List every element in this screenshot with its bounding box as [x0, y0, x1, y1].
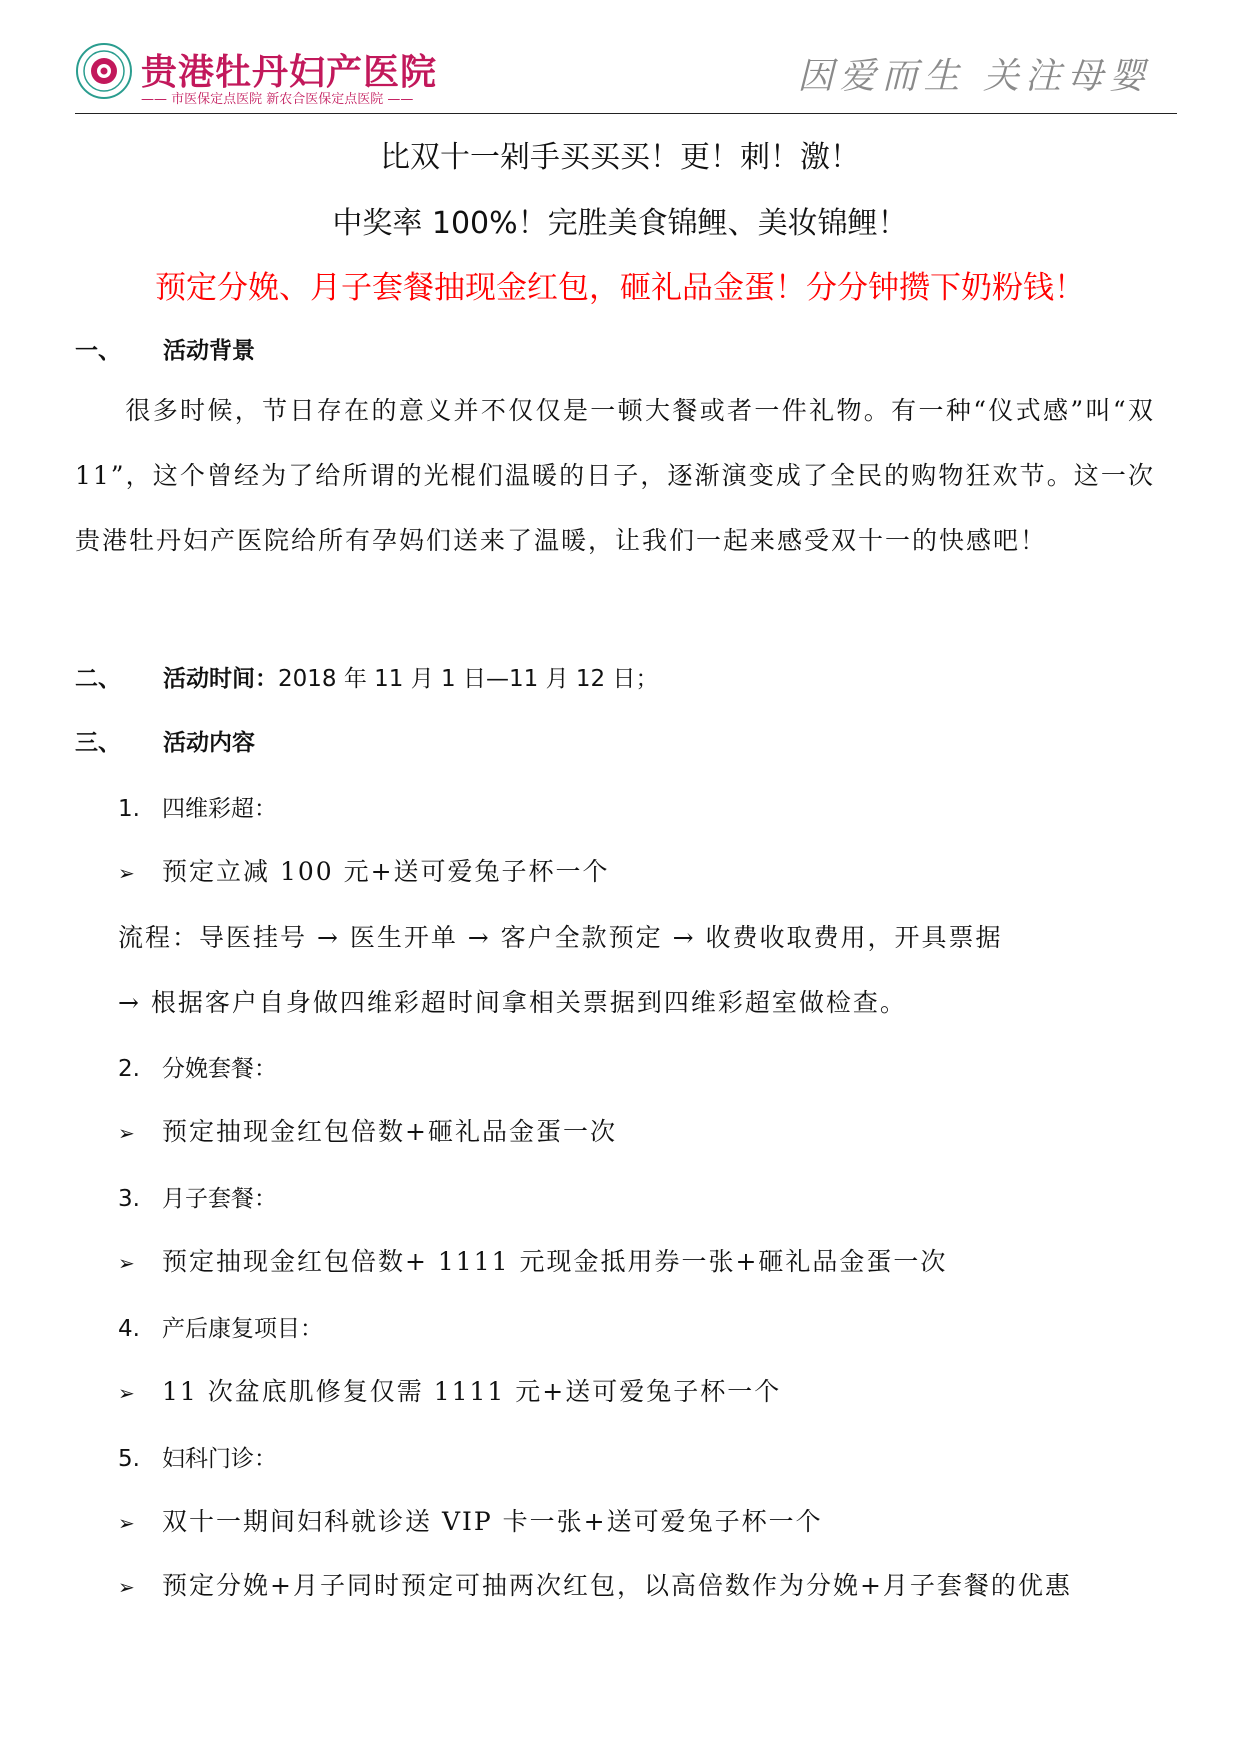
bullet-arrow-icon: ➢: [118, 1381, 137, 1405]
item-label: 四维彩超：: [162, 796, 277, 822]
section-number: 二、: [75, 666, 121, 692]
list-item-heading: [118, 1050, 277, 1083]
bullet-item: [118, 1112, 617, 1148]
list-item-heading: [118, 790, 277, 823]
bullet-item: [118, 1242, 947, 1278]
section-heading-content: [75, 724, 255, 757]
section-title: 活动背景: [163, 338, 255, 364]
hospital-name: 贵港牡丹妇产医院: [141, 52, 438, 93]
section-number: 三、: [75, 730, 121, 756]
background-text: 很多时候，节日存在的意义并不仅仅是一顿大餐或者一件礼物。有一种“仪式感”叫“双 11”，这个曾经为了给所谓的光棍们温暖的日子，逐渐演变成了全民的购物狂欢节。这一次贵港牡丹妇产医院给所有孕妈们送来了温暖，让我们一起来感受双十一的快感吧！: [75, 396, 1155, 555]
list-item-heading: [118, 1440, 277, 1473]
bullet-arrow-icon: ➢: [118, 861, 137, 885]
bullet-text: 11 次盆底肌修复仅需 1111 元+送可爱兔子杯一个: [162, 1377, 782, 1406]
item-label: 产后康复项目：: [162, 1316, 323, 1342]
slogan: 因爱而生 关注母婴: [797, 56, 1151, 97]
hospital-logo-icon: [75, 42, 133, 100]
bullet-text: 预定抽现金红包倍数+ 1111 元现金抵用券一张+砸礼品金蛋一次: [162, 1247, 948, 1276]
bullet-arrow-icon: ➢: [118, 1575, 137, 1599]
title-line-1: 比双十一剁手买买买！更！刺！激！: [380, 140, 860, 175]
section-title: 活动内容: [163, 730, 255, 756]
bullet-arrow-icon: ➢: [118, 1511, 137, 1535]
bullet-text: 预定立减 100 元+送可爱兔子杯一个: [162, 857, 610, 886]
item-number: 4.: [118, 1316, 140, 1342]
item-label: 妇科门诊：: [162, 1446, 277, 1472]
bullet-text: 预定分娩+月子同时预定可抽两次红包，以高倍数作为分娩+月子套餐的优惠: [162, 1571, 1072, 1600]
bullet-item: [118, 1372, 781, 1408]
bullet-arrow-icon: ➢: [118, 1251, 137, 1275]
process-flow-line-2: → 根据客户自身做四维彩超时间拿相关票据到四维彩超室做检查。: [118, 988, 907, 1017]
bullet-arrow-icon: ➢: [118, 1121, 137, 1145]
title-line-2: 中奖率 100%！完胜美食锦鲤、美妆锦鲤！: [332, 206, 908, 241]
page-header: [75, 38, 1177, 112]
background-paragraph: [75, 378, 1155, 573]
item-number: 2.: [118, 1056, 140, 1082]
bullet-text: 预定抽现金红包倍数+砸礼品金蛋一次: [162, 1117, 617, 1146]
section-heading-time: [75, 660, 658, 693]
item-label: 分娩套餐：: [162, 1056, 277, 1082]
section-title: 活动时间：: [163, 666, 278, 692]
section-number: 一、: [75, 338, 121, 364]
section-heading-background: [75, 332, 255, 365]
header-divider: [75, 113, 1177, 114]
item-number: 1.: [118, 796, 140, 822]
item-label: 月子套餐：: [162, 1186, 277, 1212]
item-number: 5.: [118, 1446, 140, 1472]
list-item-heading: [118, 1310, 323, 1343]
bullet-item: [118, 1502, 823, 1538]
bullet-item: [118, 1566, 1072, 1602]
title-line-3-highlight: 预定分娩、月子套餐抽现金红包，砸礼品金蛋！分分钟攒下奶粉钱！: [155, 270, 1085, 306]
item-number: 3.: [118, 1186, 140, 1212]
hospital-subtitle: —— 市医保定点医院 新农合医保定点医院 ——: [141, 92, 414, 107]
activity-date: 2018 年 11 月 1 日—11 月 12 日；: [278, 666, 659, 692]
list-item-heading: [118, 1180, 277, 1213]
process-flow-line-1: 流程：导医挂号 → 医生开单 → 客户全款预定 → 收费收取费用，开具票据: [118, 923, 1003, 952]
bullet-text: 双十一期间妇科就诊送 VIP 卡一张+送可爱兔子杯一个: [162, 1507, 823, 1536]
bullet-item: [118, 852, 610, 888]
